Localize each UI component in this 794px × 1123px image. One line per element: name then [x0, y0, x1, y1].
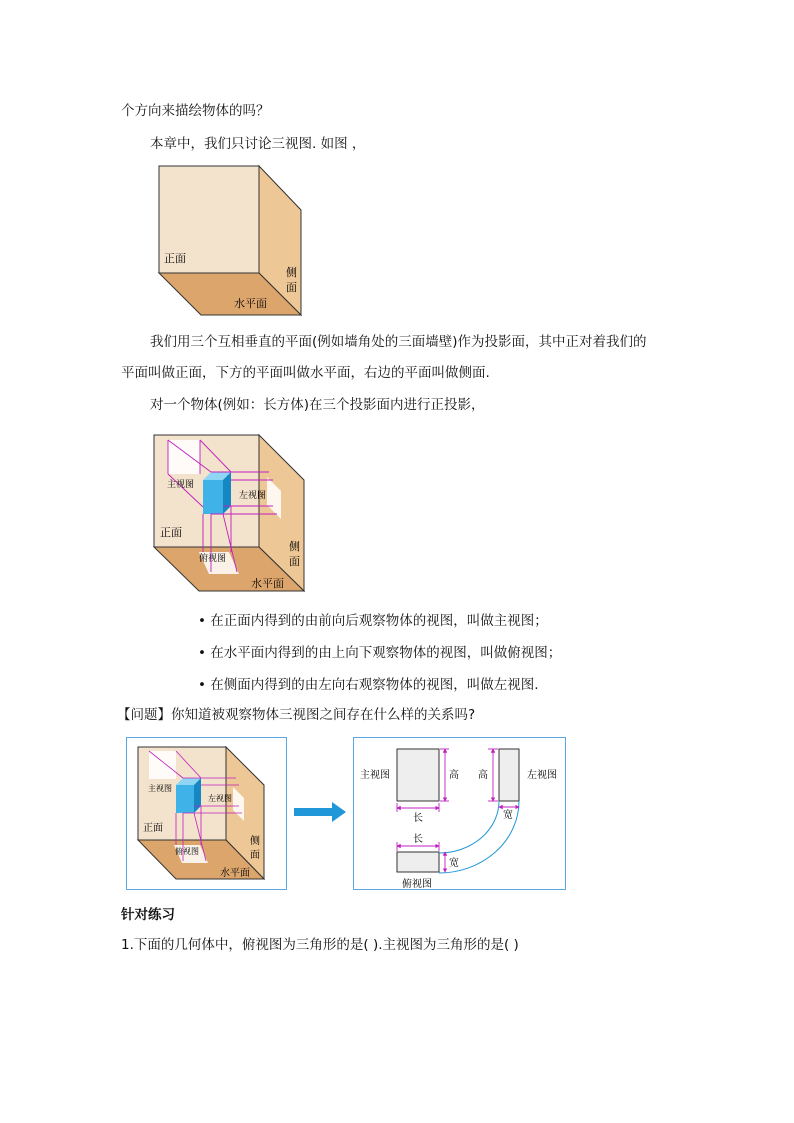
label-height-left: 高: [478, 770, 488, 781]
label-side-bottom: 面: [286, 281, 297, 294]
label-top-view: 俯视图: [199, 554, 227, 564]
bullet-text: 在正面内得到的由前向后观察物体的视图，叫做主视图；: [210, 613, 548, 629]
paragraph-1-line-2: 平面叫做正面，下方的平面叫做水平面，右边的平面叫做侧面.: [121, 365, 490, 381]
question-line: 【问题】你知道被观察物体三视图之间存在什么样的关系吗?: [117, 707, 476, 723]
label-width-left: 宽: [503, 810, 513, 821]
arrow-right-icon: [294, 802, 348, 822]
label-floor: 水平面: [220, 868, 250, 879]
label-main-view: 主视图: [148, 784, 172, 793]
label-left-view: 左视图: [239, 491, 267, 501]
figure-projection-small: [126, 737, 288, 891]
text-line-2: 本章中，我们只讨论三视图. 如图 ，: [150, 136, 366, 152]
label-front: 正面: [164, 252, 186, 265]
label-side-top: 侧: [286, 266, 297, 279]
bullet-item-2: [198, 643, 561, 663]
figure-orthographic-projection: [151, 432, 311, 594]
cube-front: [203, 480, 223, 514]
bullet-item-1: [198, 611, 548, 631]
bullet-mark: •: [198, 677, 206, 693]
bullet-text: 在水平面内得到的由上向下观察物体的视图，叫做俯视图；: [210, 645, 562, 661]
label-side-bottom: 面: [289, 555, 300, 568]
figure-projection-planes: [156, 163, 306, 318]
figure-frame: [354, 738, 566, 890]
bullet-text: 在侧面内得到的由左向右观察物体的视图，叫做左视图.: [210, 677, 539, 693]
main-view-projection: [149, 751, 176, 779]
label-top-view: 俯视图: [402, 879, 432, 890]
label-main-view: 主视图: [360, 770, 390, 781]
label-left-view: 左视图: [208, 794, 232, 803]
label-main-view: 主视图: [167, 480, 195, 490]
bullet-mark: •: [198, 645, 206, 661]
label-left-view: 左视图: [527, 770, 557, 781]
main-view-rect: [397, 749, 439, 801]
label-length-top: 长: [413, 834, 423, 845]
label-floor: 水平面: [234, 297, 267, 310]
paragraph-1-line-1: 我们用三个互相垂直的平面(例如墙角处的三面墙壁)作为投影面，其中正对着我们的: [150, 334, 647, 350]
label-front: 正面: [160, 526, 182, 539]
label-side-bottom: 面: [250, 850, 260, 861]
cube-front: [176, 785, 194, 813]
label-width-top: 宽: [449, 858, 459, 869]
label-length-main: 长: [413, 813, 423, 824]
main-view-projection: [168, 440, 200, 474]
bullet-mark: •: [198, 613, 206, 629]
label-front: 正面: [143, 823, 163, 834]
text-line-1: 个方向来描绘物体的吗？: [121, 103, 270, 119]
bullet-item-3: [198, 675, 539, 695]
label-floor: 水平面: [251, 577, 284, 590]
paragraph-2: 对一个物体(例如：长方体)在三个投影面内进行正投影，: [150, 397, 485, 413]
exercise-1: 1.下面的几何体中，俯视图为三角形的是( ).主视图为三角形的是( ): [121, 937, 519, 953]
figure-three-views: [353, 737, 567, 891]
label-side-top: 侧: [289, 540, 300, 553]
practice-heading: 针对练习: [121, 907, 175, 923]
label-side-top: 侧: [250, 836, 260, 847]
label-height-main: 高: [449, 770, 459, 781]
left-view-rect: [499, 749, 519, 801]
label-top-view: 俯视图: [175, 847, 199, 856]
top-view-rect: [397, 852, 439, 872]
